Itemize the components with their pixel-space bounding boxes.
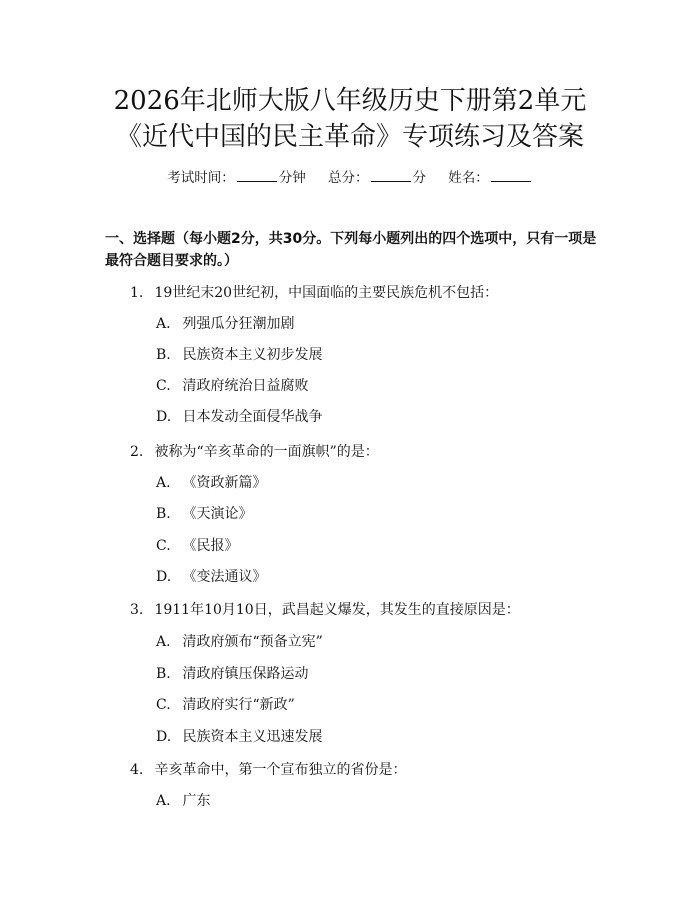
question-2-option-d[interactable] [156,567,266,587]
question-number: 1. [130,285,144,301]
question-number: 2. [130,444,144,460]
option-letter: A. [156,793,171,809]
question-2-option-b[interactable] [156,504,252,524]
option-letter: D. [156,729,172,745]
question-2-option-c[interactable] [156,536,238,556]
option-letter: B. [156,666,171,682]
option-text: 清政府颁布“预备立宪” [182,634,323,650]
option-text: 清政府实行“新政” [182,697,295,713]
option-letter: C. [156,538,171,554]
option-text: 清政府统治日益腐败 [182,378,309,394]
option-letter: C. [156,378,171,394]
option-text: 《资政新篇》 [182,475,267,491]
option-letter: A. [156,634,171,650]
question-text: 辛亥革命中，第一个宣布独立的省份是： [154,762,407,778]
page-title-line-1: 2026年北师大版八年级历史下册第2单元 [113,86,587,116]
question-3-option-d[interactable] [156,727,322,747]
option-letter: D. [156,569,172,585]
time-blank[interactable] [237,168,277,182]
option-letter: C. [156,697,171,713]
question-1-option-b[interactable] [156,345,322,365]
question-1-option-a[interactable] [156,314,294,334]
question-text: 1911年10月10日，武昌起义爆发，其发生的直接原因是： [154,602,520,618]
option-letter: B. [156,506,171,522]
score-label: 总分： [328,170,369,186]
question-1-option-d[interactable] [156,407,322,427]
time-label: 考试时间： [167,170,235,186]
name-field [448,168,533,188]
option-text: 《民报》 [182,538,239,554]
question-1-option-c[interactable] [156,376,308,396]
question-1 [130,283,498,303]
option-letter: D. [156,409,172,425]
question-text: 19世纪末20世纪初，中国面临的主要民族危机不包括： [154,285,499,301]
question-text: 被称为“辛亥革命的一面旗帜”的是： [154,444,379,460]
option-text: 民族资本主义初步发展 [182,347,323,363]
exam-meta [0,168,700,188]
question-number: 4. [130,762,144,778]
option-letter: A. [156,316,171,332]
option-text: 广东 [182,793,211,809]
option-text: 《天演论》 [182,506,253,522]
question-3-option-a[interactable] [156,632,323,652]
question-4-option-a[interactable] [156,791,210,811]
option-letter: B. [156,347,171,363]
option-text: 民族资本主义迅速发展 [182,729,323,745]
score-blank[interactable] [371,168,411,182]
question-2 [130,442,379,462]
score-field [328,168,426,188]
question-3 [130,600,520,620]
option-text: 日本发动全面侵华战争 [182,409,323,425]
time-field [167,168,306,188]
option-text: 列强瓜分狂潮加剧 [182,316,295,332]
page-title-line-2: 《近代中国的民主革命》专项练习及答案 [115,122,584,152]
question-4 [130,760,406,780]
option-text: 清政府镇压保路运动 [182,666,309,682]
question-2-option-a[interactable] [156,473,266,493]
name-label: 姓名： [448,170,489,186]
name-blank[interactable] [491,168,531,182]
question-3-option-c[interactable] [156,695,295,715]
question-3-option-b[interactable] [156,664,308,684]
time-unit: 分钟 [278,170,306,186]
score-unit: 分 [412,170,426,186]
option-text: 《变法通议》 [182,569,267,585]
option-letter: A. [156,475,171,491]
question-number: 3. [130,602,144,618]
section-heading: 一、选择题（每小题2分，共30分。下列每小题列出的四个选项中，只有一项是最符合题目要求的。） [105,231,597,269]
